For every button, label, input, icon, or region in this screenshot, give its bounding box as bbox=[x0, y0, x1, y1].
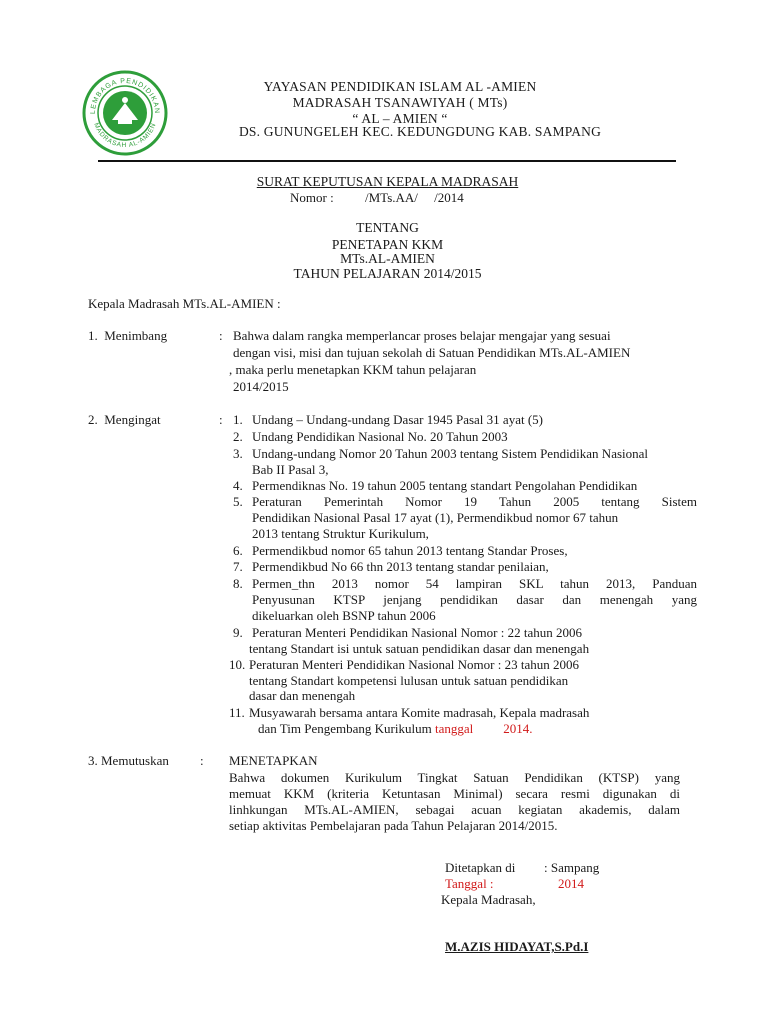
list-item-text: dikeluarkan oleh BSNP tahun 2006 bbox=[252, 608, 436, 623]
tanggal-value: 2014 bbox=[558, 876, 584, 891]
list-item-number: 10. bbox=[229, 657, 246, 672]
list-item-text: Penyusunan KTSP jenjang pendidikan dasar dan menengah yang bbox=[252, 592, 697, 607]
ditetapkan-value: : Sampang bbox=[544, 860, 600, 875]
tanggal-label: Tanggal : bbox=[445, 876, 494, 891]
kepala-title: Kepala Madrasah, bbox=[441, 892, 536, 907]
ditetapkan-label: Ditetapkan di bbox=[445, 860, 516, 875]
list-item-text: tentang Standart kompetensi lulusan untuk satuan pendidikan bbox=[249, 673, 569, 688]
memutuskan-label: 3. Memutuskan bbox=[88, 753, 169, 768]
list-item-text: Permendiknas No. 19 tahun 2005 tentang standart Pengolahan Pendidikan bbox=[252, 478, 638, 493]
list-item-text: Peraturan Menteri Pendidikan Nasional Nomor : 22 tahun 2006 bbox=[252, 625, 582, 640]
list-item-text: Bab II Pasal 3, bbox=[252, 462, 329, 477]
list-item-text: 2013 tentang Struktur Kurikulum, bbox=[252, 526, 429, 541]
list-item-text: tentang Standart isi untuk satuan pendidikan dasar dan menengah bbox=[249, 641, 590, 656]
list-item-text: Permendikbud nomor 65 tahun 2013 tentang Standar Proses, bbox=[252, 543, 568, 558]
header-madrasah: MADRASAH TSANAWIYAH ( MTs) bbox=[292, 95, 508, 110]
list-item-text: Permen_thn 2013 nomor 54 lampiran SKL tahun 2013, Panduan bbox=[252, 576, 697, 591]
menimbang-line: 2014/2015 bbox=[233, 379, 289, 394]
header-divider bbox=[98, 160, 676, 162]
logo-top-text: LEMBAGA PENDIDIKAN bbox=[89, 77, 161, 115]
memutuskan-line: setiap aktivitas Pembelajaran pada Tahun Pelajaran 2014/2015. bbox=[229, 818, 558, 833]
decree-title: SURAT KEPUTUSAN KEPALA MADRASAH bbox=[256, 174, 519, 189]
year-placeholder: 2014. bbox=[503, 721, 533, 736]
memutuskan-line: linhkungan MTs.AL-AMIEN, sebagai acuan kegiatan akademis, dalam bbox=[229, 802, 680, 817]
mengingat-label: 2. Mengingat bbox=[88, 412, 161, 427]
menimbang-line: dengan visi, misi dan tujuan sekolah di Satuan Pendidikan MTs.AL-AMIEN bbox=[233, 345, 631, 360]
header-school-name: “ AL – AMIEN “ bbox=[352, 111, 448, 126]
list-item-text: Peraturan Menteri Pendidikan Nasional Nomor : 23 tahun 2006 bbox=[249, 657, 579, 672]
list-item-text-with-date bbox=[258, 721, 532, 737]
list-item-number: 5. bbox=[233, 494, 243, 509]
header-address: DS. GUNUNGELEH KEC. KEDUNGDUNG KAB. SAMPANG bbox=[238, 124, 602, 139]
list-item-text: Permendikbud No 66 thn 2013 tentang standar penilaian, bbox=[252, 559, 549, 574]
nomor-label: Nomor : bbox=[290, 190, 334, 205]
menimbang-line: , maka perlu menetapkan KKM tahun pelajaran bbox=[229, 362, 477, 377]
tahun-heading: TAHUN PELAJARAN 2014/2015 bbox=[293, 266, 482, 281]
list-item-number: 4. bbox=[233, 478, 243, 493]
list-item-number: 8. bbox=[233, 576, 243, 591]
list-item-number: 11. bbox=[229, 705, 245, 720]
list-item-number: 1. bbox=[233, 412, 243, 427]
menimbang-line: Bahwa dalam rangka memperlancar proses belajar mengajar yang sesuai bbox=[233, 328, 611, 343]
list-item-number: 9. bbox=[233, 625, 243, 640]
mengingat-colon: : bbox=[219, 412, 223, 427]
list-item-text: Undang-undang Nomor 20 Tahun 2003 tentang Sistem Pendidikan Nasional bbox=[252, 446, 649, 461]
nomor-value: /MTs.AA/ /2014 bbox=[365, 190, 464, 205]
intro-line: Kepala Madrasah MTs.AL-AMIEN : bbox=[88, 296, 281, 311]
list-item-text: dan Tim Pengembang Kurikulum bbox=[258, 721, 432, 736]
menetapkan-heading: MENETAPKAN bbox=[229, 753, 318, 768]
list-item-text: Undang – Undang-undang Dasar 1945 Pasal 31 ayat (5) bbox=[252, 412, 543, 427]
menimbang-label: 1. Menimbang bbox=[88, 328, 168, 343]
header-foundation: YAYASAN PENDIDIKAN ISLAM AL -AMIEN bbox=[263, 79, 537, 94]
list-item-number: 7. bbox=[233, 559, 243, 574]
list-item-number: 2. bbox=[233, 429, 243, 444]
list-item-number: 3. bbox=[233, 446, 243, 461]
memutuskan-line: Bahwa dokumen Kurikulum Tingkat Satuan Pendidikan (KTSP) yang bbox=[229, 770, 680, 785]
school-heading: MTs.AL-AMIEN bbox=[340, 251, 435, 266]
memutuskan-colon: : bbox=[200, 753, 204, 768]
logo-bottom-text: MADRASAH AL-AMIEN bbox=[92, 121, 158, 150]
list-item-text: Peraturan Pemerintah Nomor 19 Tahun 2005 tentang Sistem bbox=[252, 494, 697, 509]
list-item-text: Undang Pendidikan Nasional No. 20 Tahun 2003 bbox=[252, 429, 508, 444]
list-item-number: 6. bbox=[233, 543, 243, 558]
list-item-text: Pendidikan Nasional Pasal 17 ayat (1), Permendikbud nomor 67 tahun bbox=[252, 510, 619, 525]
penetapan-heading: PENETAPAN KKM bbox=[331, 237, 444, 252]
tanggal-placeholder: tanggal bbox=[434, 721, 474, 736]
list-item-text: dasar dan menengah bbox=[249, 688, 356, 703]
memutuskan-line: memuat KKM (kriteria Ketuntasan Minimal) secara resmi digunakan di bbox=[229, 786, 680, 801]
tentang-heading: TENTANG bbox=[356, 220, 419, 235]
menimbang-colon: : bbox=[219, 328, 223, 343]
list-item-text: Musyawarah bersama antara Komite madrasah, Kepala madrasah bbox=[249, 705, 590, 720]
signatory-name: M.AZIS HIDAYAT,S.Pd.I bbox=[445, 939, 589, 954]
